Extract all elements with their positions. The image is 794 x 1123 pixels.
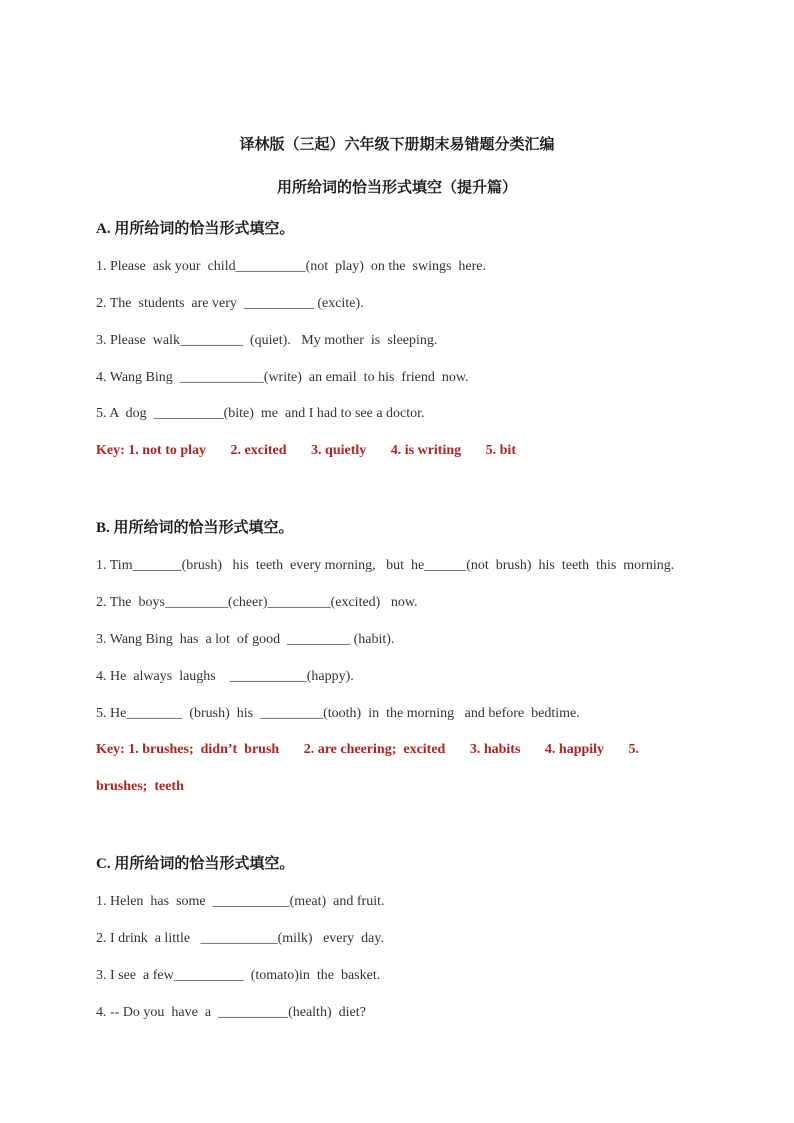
question-a3: 3. Please walk_________ (quiet). My mother is sleeping. xyxy=(96,333,438,348)
section-b-heading: B. 用所给词的恰当形式填空。 xyxy=(96,520,294,536)
question-b3: 3. Wang Bing has a lot of good _________ (habit). xyxy=(96,632,395,647)
question-a2: 2. The students are very __________ (excite). xyxy=(96,296,364,311)
answer-key-b-line1: Key: 1. brushes; didn’t brush 2. are cheering; excited 3. habits 4. happily 5. xyxy=(96,742,640,757)
question-c2: 2. I drink a little ___________(milk) every day. xyxy=(96,931,384,946)
question-b4: 4. He always laughs ___________(happy). xyxy=(96,669,354,684)
page-title: 译林版（三起）六年级下册期末易错题分类汇编 xyxy=(239,137,555,153)
question-b1: 1. Tim_______(brush) his teeth every morning, but he______(not brush) his teeth this morning. xyxy=(96,558,675,573)
question-c4: 4. -- Do you have a __________(health) diet? xyxy=(96,1005,366,1020)
answer-key-b-line2: brushes; teeth xyxy=(96,779,184,794)
section-a-heading: A. 用所给词的恰当形式填空。 xyxy=(96,221,295,237)
page-subtitle: 用所给词的恰当形式填空（提升篇） xyxy=(276,180,517,196)
section-c-heading: C. 用所给词的恰当形式填空。 xyxy=(96,856,295,872)
question-a5: 5. A dog __________(bite) me and I had to see a doctor. xyxy=(96,406,425,421)
question-a4: 4. Wang Bing ____________(write) an email to his friend now. xyxy=(96,370,469,385)
question-b2: 2. The boys_________(cheer)_________(excited) now. xyxy=(96,595,418,610)
answer-key-a: Key: 1. not to play 2. excited 3. quietly 4. is writing 5. bit xyxy=(96,443,516,458)
question-b5: 5. He________ (brush) his _________(tooth) in the morning and before bedtime. xyxy=(96,706,580,721)
question-a1: 1. Please ask your child__________(not play) on the swings here. xyxy=(96,259,486,274)
question-c1: 1. Helen has some ___________(meat) and fruit. xyxy=(96,894,385,909)
question-c3: 3. I see a few__________ (tomato)in the basket. xyxy=(96,968,381,983)
